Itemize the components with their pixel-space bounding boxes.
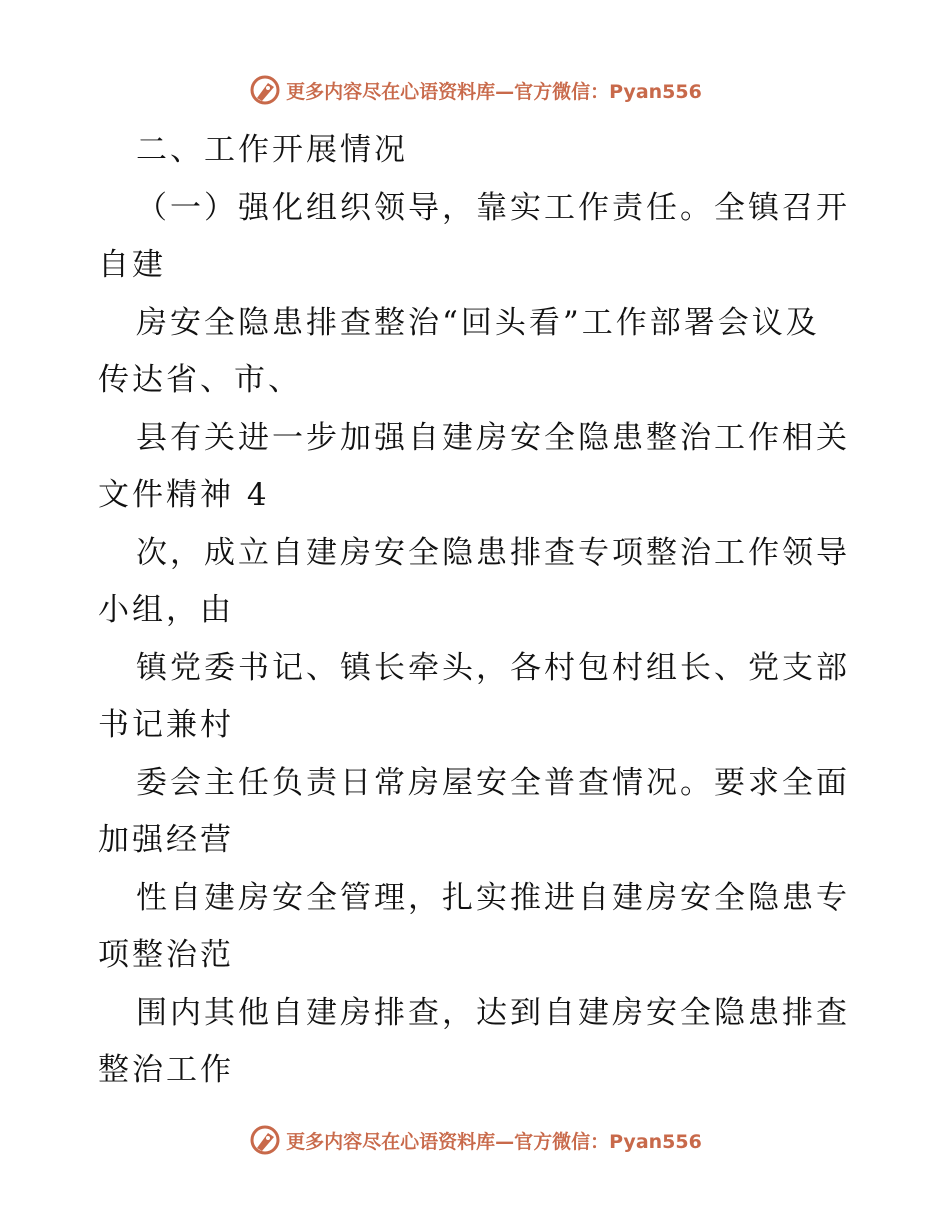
paragraph-line: 县有关进一步加强自建房安全隐患整治工作相关 — [136, 419, 850, 456]
paragraph-line: 项整治范 — [98, 937, 234, 973]
paragraph-line: 传达省、市、 — [98, 362, 302, 398]
watermark-header — [0, 70, 950, 110]
document-body — [98, 122, 858, 1100]
paragraph-line: 加强经营 — [98, 822, 234, 858]
paragraph-line: 委会主任负责日常房屋安全普查情况。要求全面 — [136, 764, 850, 801]
pen-nib-logo-icon — [248, 73, 282, 107]
paragraph-line: 次，成立自建房安全隐患排查专项整治工作领导 — [136, 534, 850, 571]
paragraph-line: 镇党委书记、镇长牵头，各村包村组长、党支部 — [136, 649, 850, 686]
paragraph-line: 小组，由 — [98, 592, 234, 628]
paragraph-line: 自建 — [98, 247, 166, 283]
paragraph-line: （一）强化组织领导，靠实工作责任。全镇召开 — [136, 189, 850, 226]
paragraph-line: 文件精神 4 — [98, 477, 270, 513]
watermark-text: 更多内容尽在心语资料库—官方微信：Pyan556 — [286, 80, 702, 103]
watermark-text: 更多内容尽在心语资料库—官方微信：Pyan556 — [286, 1130, 702, 1153]
section-heading: 二、工作开展情况 — [136, 132, 408, 168]
paragraph-line: 整治工作 — [98, 1052, 234, 1088]
watermark-footer — [0, 1120, 950, 1160]
paragraph-line: 房安全隐患排查整治“回头看”工作部署会议及 — [136, 304, 820, 341]
pen-nib-logo-icon — [248, 1123, 282, 1157]
paragraph-line: 围内其他自建房排查，达到自建房安全隐患排查 — [136, 994, 850, 1031]
paragraph-line: 书记兼村 — [98, 707, 234, 743]
paragraph-line: 性自建房安全管理，扎实推进自建房安全隐患专 — [136, 879, 850, 916]
